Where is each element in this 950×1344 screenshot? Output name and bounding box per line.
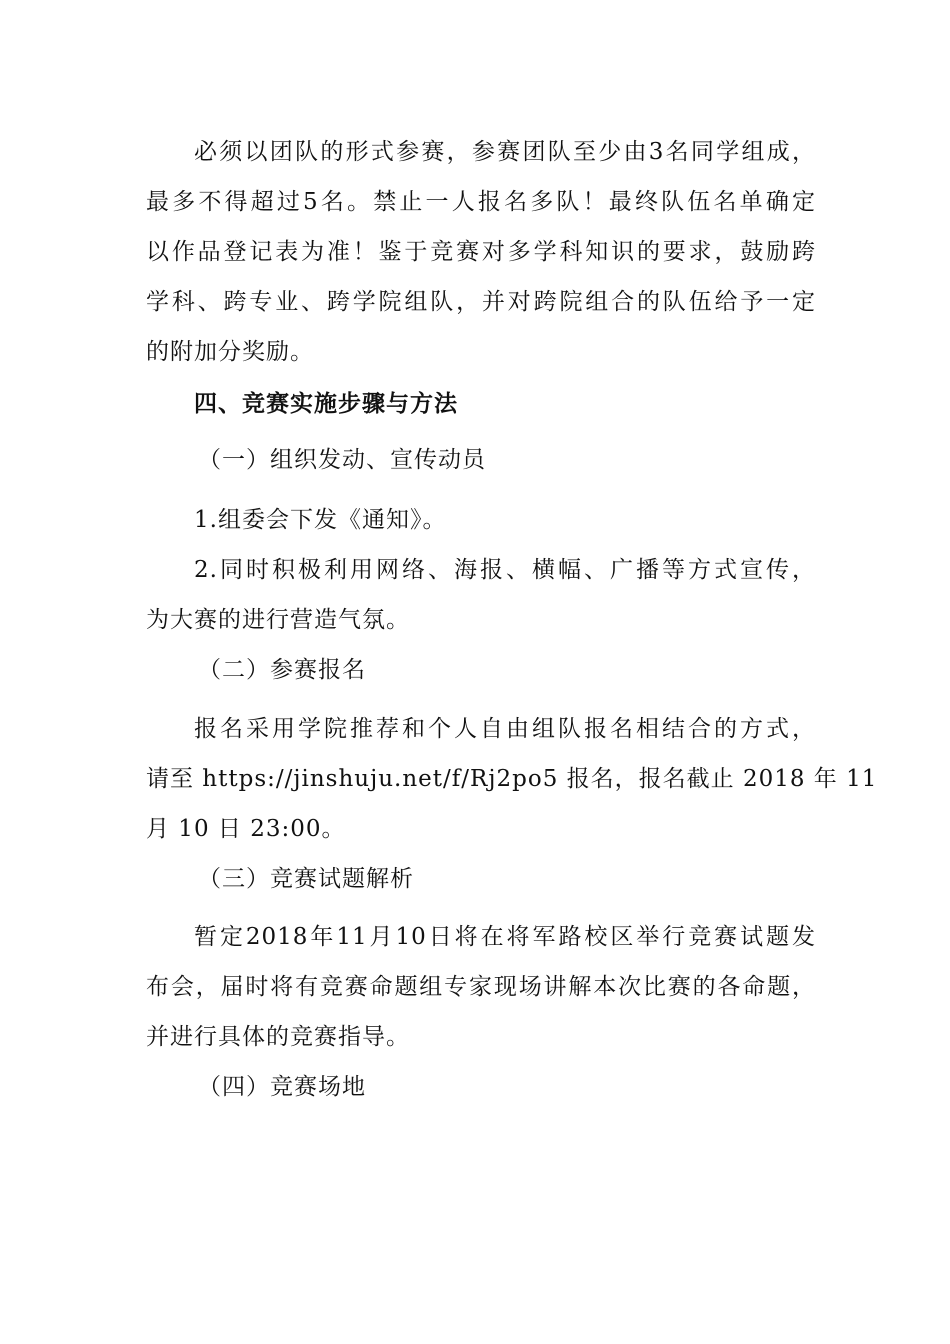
section-heading: 四、竞赛实施步骤与方法 bbox=[194, 390, 458, 417]
paragraph-line: 学科、跨专业、跨学院组队，并对跨院组合的队伍给予一定 bbox=[146, 289, 816, 315]
paragraph-line: 以作品登记表为准！鉴于竞赛对多学科知识的要求，鼓励跨 bbox=[146, 239, 816, 265]
subsection-heading: （四）竞赛场地 bbox=[198, 1074, 366, 1100]
paragraph-line: 并进行具体的竞赛指导。 bbox=[146, 1024, 410, 1050]
paragraph-line: 报名采用学院推荐和个人自由组队报名相结合的方式， bbox=[194, 716, 816, 742]
subsection-heading: （三）竞赛试题解析 bbox=[198, 866, 414, 892]
paragraph-line: 必须以团队的形式参赛，参赛团队至少由3名同学组成， bbox=[194, 139, 816, 165]
list-item: 1.组委会下发《通知》。 bbox=[194, 507, 447, 533]
paragraph-line: 月 10 日 23:00。 bbox=[146, 816, 346, 842]
list-item-continuation: 为大赛的进行营造气氛。 bbox=[146, 607, 410, 633]
subsection-heading: （一）组织发动、宣传动员 bbox=[198, 447, 486, 473]
paragraph-line: 最多不得超过5名。禁止一人报名多队！最终队伍名单确定 bbox=[146, 189, 816, 215]
list-item: 2.同时积极利用网络、海报、横幅、广播等方式宣传， bbox=[194, 557, 816, 583]
subsection-heading: （二）参赛报名 bbox=[198, 657, 366, 683]
paragraph-line: 请至 https://jinshuju.net/f/Rj2po5 报名，报名截止 2018 年 11 bbox=[146, 766, 878, 792]
paragraph-line: 暂定2018年11月10日将在将军路校区举行竞赛试题发 bbox=[194, 924, 816, 950]
paragraph-line: 的附加分奖励。 bbox=[146, 339, 314, 365]
paragraph-line: 布会，届时将有竞赛命题组专家现场讲解本次比赛的各命题， bbox=[146, 974, 816, 1000]
